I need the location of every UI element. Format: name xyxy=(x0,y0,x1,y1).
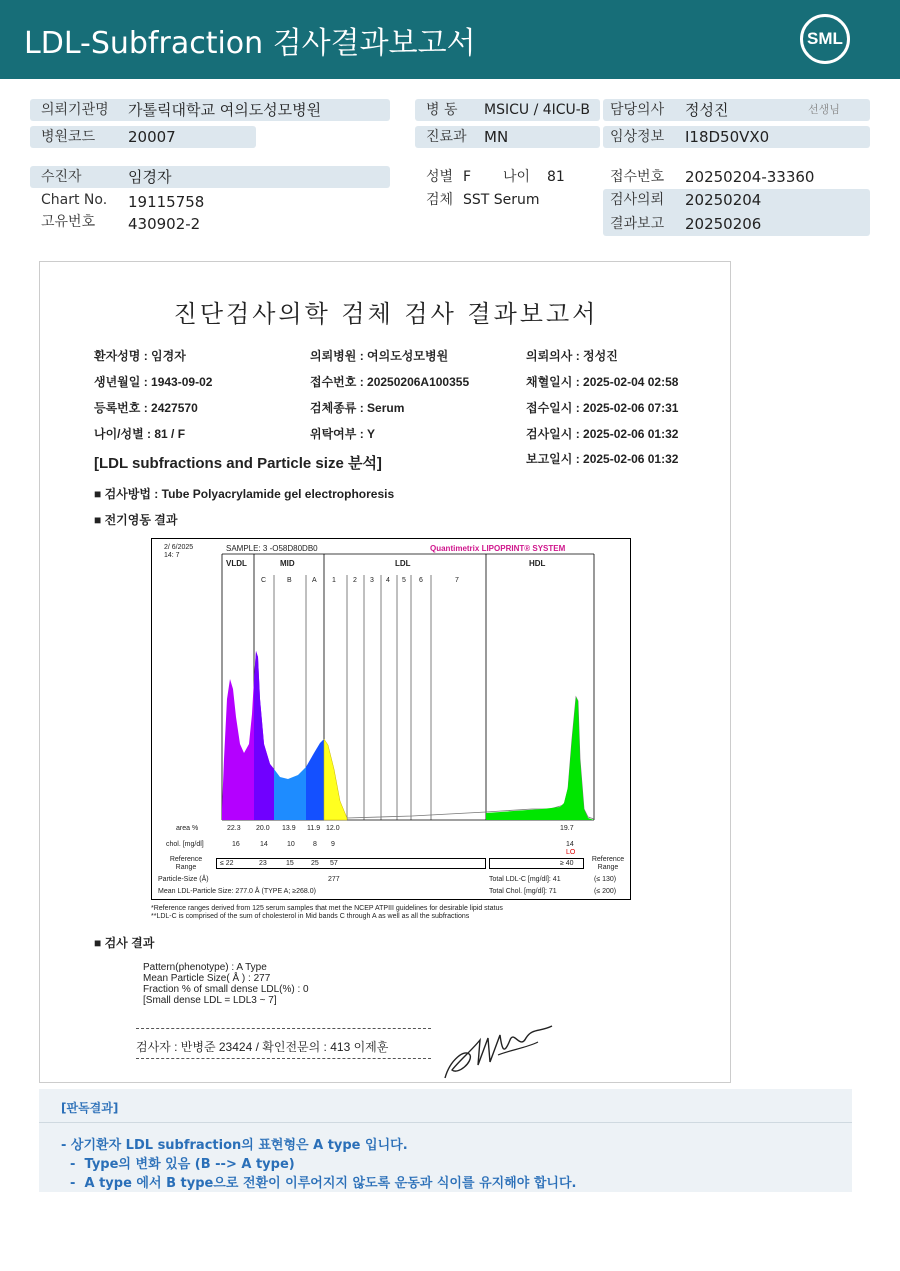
lo-flag: LO xyxy=(566,849,576,856)
report-field: 환자성명 : 임경자 xyxy=(94,349,186,363)
area-value: 11.9 xyxy=(307,825,321,832)
report-field: 위탁여부 : Y xyxy=(310,427,376,441)
receipt-label: 접수번호 xyxy=(610,169,665,185)
chol-row-label: chol. [mg/dl] xyxy=(166,841,204,848)
result-line: [Small dense LDL = LDL3 ~ 7] xyxy=(143,995,277,1006)
report-field: 검사일시 : 2025-02-06 01:32 xyxy=(526,427,679,441)
particle-label: Particle-Size (Å) xyxy=(158,876,209,883)
hdl-peak xyxy=(486,697,594,820)
doctor-suffix: 선생님 xyxy=(808,103,840,116)
electrophoresis-chart xyxy=(151,538,631,900)
report-field: 나이/성별 : 81 / F xyxy=(94,427,186,441)
area-value: 20.0 xyxy=(256,825,270,832)
report-value: 20250206 xyxy=(685,215,762,233)
result-line: Pattern(phenotype) : A Type xyxy=(143,962,267,973)
patient-label: 수진자 xyxy=(41,169,82,185)
section-title: [LDL subfractions and Particle size 분석] xyxy=(94,455,382,472)
report-field: 의뢰의사 : 정성진 xyxy=(526,349,618,363)
band-label: 3 xyxy=(370,577,374,584)
request-label: 검사의뢰 xyxy=(610,192,665,208)
patient-value: 임경자 xyxy=(128,168,172,186)
sex-label: 성별 xyxy=(426,169,454,185)
header-bar xyxy=(0,0,900,79)
footnote: *Reference ranges derived from 125 serum samples that met the NCEP ATPIII guidelines for desirable lipid status xyxy=(151,905,503,912)
total-ldl-ref: (≤ 130) xyxy=(594,876,617,883)
group-hdl: HDL xyxy=(529,559,546,568)
code-label: 병원코드 xyxy=(41,129,96,145)
area-value: 19.7 xyxy=(560,825,574,832)
request-value: 20250204 xyxy=(685,191,762,209)
interpretation-line: - A type 에서 B type으로 전환이 이루어지지 않도록 운동과 식이를 유지해야 합니다. xyxy=(61,1176,577,1191)
chart-date: 2/ 6/2025 xyxy=(164,544,194,551)
mid-a-peak xyxy=(306,739,324,820)
area-row-label: area % xyxy=(176,825,199,832)
group-ldl: LDL xyxy=(395,559,411,568)
particle-value: 277 xyxy=(328,876,340,883)
ward-value: MSICU / 4ICU-B xyxy=(484,102,590,118)
mid-b-peak xyxy=(274,767,306,820)
area-value: 12.0 xyxy=(326,825,340,832)
band-label: 1 xyxy=(332,577,336,584)
interpretation-heading: [판독결과] xyxy=(61,1101,119,1115)
age-value: 81 xyxy=(547,169,565,185)
chart-no-value: 19115758 xyxy=(128,193,205,211)
sml-logo: SML xyxy=(800,14,850,64)
interpretation-header xyxy=(39,1089,852,1123)
report-field: 채혈일시 : 2025-02-04 02:58 xyxy=(526,375,679,389)
clinical-value: I18D50VX0 xyxy=(685,128,770,146)
mean-ldl-size: Mean LDL-Particle Size: 277.0 Å (TYPE A; ≥268.0) xyxy=(158,888,316,895)
ldl1-peak xyxy=(324,739,347,820)
sign-divider xyxy=(136,1028,431,1029)
band-label: B xyxy=(287,577,292,584)
result-heading: 검사 결과 xyxy=(104,936,155,950)
band-label: 4 xyxy=(386,577,390,584)
bullet-icon: ■ xyxy=(94,513,105,527)
doctor-label: 담당의사 xyxy=(610,102,665,118)
chart-svg xyxy=(152,539,630,829)
bullet-icon: ■ xyxy=(94,487,105,501)
report-field: 생년월일 : 1943-09-02 xyxy=(94,375,213,389)
report-title: 진단검사의학 검체 검사 결과보고서 xyxy=(173,300,599,328)
report-label: 결과보고 xyxy=(610,216,665,232)
clinical-label: 임상정보 xyxy=(610,129,665,145)
area-value: 22.3 xyxy=(227,825,241,832)
method-text: 검사방법 : Tube Polyacrylamide gel electrophoresis xyxy=(104,487,395,501)
band-label: 6 xyxy=(419,577,423,584)
dept-value: MN xyxy=(484,128,509,146)
ref-box xyxy=(216,858,486,869)
dept-label: 진료과 xyxy=(426,129,467,145)
sign-divider xyxy=(136,1058,431,1059)
mid-c-peak xyxy=(254,651,274,820)
report-field: 접수일시 : 2025-02-06 07:31 xyxy=(526,401,679,415)
total-chol-ref: (≤ 200) xyxy=(594,888,617,895)
ref-value: 23 xyxy=(259,860,267,867)
uid-label: 고유번호 xyxy=(41,214,96,230)
signature-image xyxy=(440,1020,560,1080)
chol-value: 16 xyxy=(232,841,240,848)
org-value: 가톨릭대학교 여의도성모병원 xyxy=(128,101,322,119)
ref-value: 15 xyxy=(286,860,294,867)
band-label: A xyxy=(312,577,317,584)
band-label: 5 xyxy=(402,577,406,584)
ward-label: 병 동 xyxy=(426,102,458,118)
report-field: 의뢰병원 : 여의도성모병원 xyxy=(310,349,449,363)
report-field: 접수번호 : 20250206A100355 xyxy=(310,375,470,389)
group-vldl: VLDL xyxy=(226,559,247,568)
interpretation-line: - Type의 변화 있음 (B --> A type) xyxy=(61,1157,295,1172)
receipt-value: 20250204-33360 xyxy=(685,168,815,186)
age-label: 나이 xyxy=(503,169,531,185)
result-line: Fraction % of small dense LDL(%) : 0 xyxy=(143,984,309,995)
band-label: C xyxy=(261,577,267,584)
footnote: **LDL-C is comprised of the sum of cholesterol in Mid bands C through A as well as all the subfractions xyxy=(151,913,470,920)
ref-value: ≥ 40 xyxy=(560,860,574,867)
area-value: 13.9 xyxy=(282,825,296,832)
chart-sample: SAMPLE: 3 -O58D80DB0 xyxy=(226,544,318,553)
patient-row xyxy=(30,166,390,188)
org-label: 의뢰기관명 xyxy=(41,102,109,118)
band-label: 2 xyxy=(353,577,357,584)
electro-line xyxy=(94,511,177,528)
sex-value: F xyxy=(463,169,472,185)
chol-value: 14 xyxy=(566,841,574,848)
report-field: 검체종류 : Serum xyxy=(310,401,405,415)
total-chol: Total Chol. [mg/dl]: 71 xyxy=(489,888,557,895)
specimen-label: 검체 xyxy=(426,192,454,208)
ref-label-right: Reference Range xyxy=(591,856,625,871)
ref-label: Reference Range xyxy=(169,856,203,871)
page-title: LDL-Subfraction 검사결과보고서 xyxy=(24,26,476,61)
doctor-value: 정성진 xyxy=(685,101,729,119)
uid-value: 430902-2 xyxy=(128,215,201,233)
chart-no-label: Chart No. xyxy=(41,192,108,208)
signer-line: 검사자 : 반병준 23424 / 확인전문의 : 413 이제훈 xyxy=(136,1040,389,1054)
code-value: 20007 xyxy=(128,128,176,146)
report-field: 보고일시 : 2025-02-06 01:32 xyxy=(526,452,679,466)
interpretation-line: - 상기환자 LDL subfraction의 표현형은 A type 입니다. xyxy=(61,1138,408,1153)
bullet-icon: ■ xyxy=(94,936,105,950)
ref-value: ≤ 22 xyxy=(220,860,234,867)
chart-brand: Quantimetrix LIPOPRINT® SYSTEM xyxy=(430,544,566,553)
electro-text: 전기영동 결과 xyxy=(104,513,178,527)
interpretation-box xyxy=(39,1089,852,1192)
chart-time: 14: 7 xyxy=(164,552,180,559)
chol-value: 14 xyxy=(260,841,268,848)
result-line: Mean Particle Size( Å ) : 277 xyxy=(143,973,271,984)
chol-value: 10 xyxy=(287,841,295,848)
specimen-value: SST Serum xyxy=(463,192,540,208)
result-heading-line xyxy=(94,934,154,951)
group-mid: MID xyxy=(280,559,295,568)
lab-report xyxy=(39,261,731,1083)
band-label: 7 xyxy=(455,577,459,584)
chol-value: 8 xyxy=(313,841,317,848)
method-line xyxy=(94,485,394,502)
chol-value: 9 xyxy=(331,841,335,848)
total-ldl: Total LDL-C [mg/dl]: 41 xyxy=(489,876,561,883)
ref-value: 25 xyxy=(311,860,319,867)
ref-value: 57 xyxy=(330,860,338,867)
report-field: 등록번호 : 2427570 xyxy=(94,401,198,415)
